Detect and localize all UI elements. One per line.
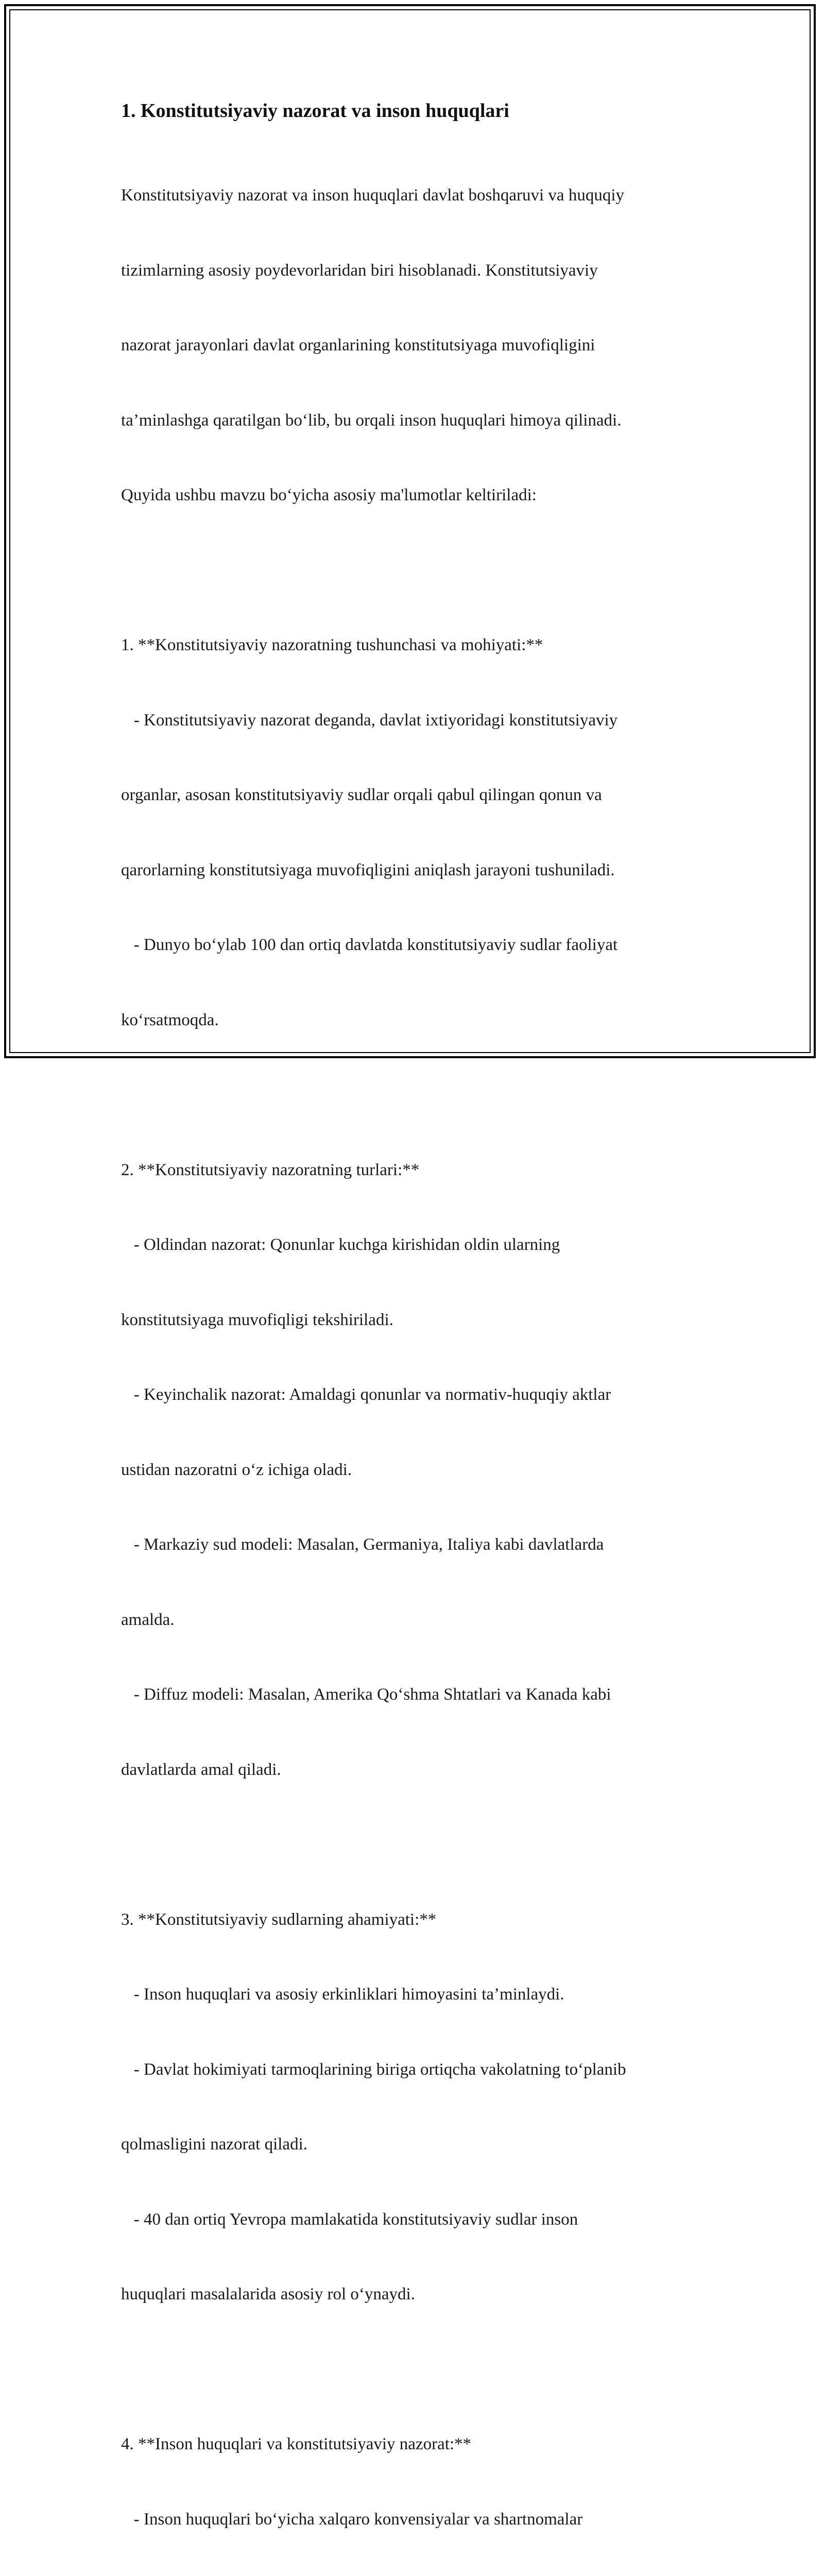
section-1-line: qarorlarning konstitutsiyaga muvofiqligini aniqlash jarayoni tushuniladi.	[121, 860, 615, 879]
section-2-title: 2. **Konstitutsiyaviy nazoratning turlari:**	[121, 1160, 420, 1179]
intro-line: nazorat jarayonlari davlat organlarining konstitutsiyaga muvofiqligini	[121, 336, 595, 354]
section-3-line: huquqlari masalalarida asosiy rol o‘ynaydi.	[121, 2285, 415, 2303]
section-4-line: - Inson huquqlari bo‘yicha xalqaro konvensiyalar va shartnomalar	[121, 2510, 583, 2529]
section-1-line: - Konstitutsiyaviy nazorat deganda, davlat ixtiyoridagi konstitutsiyaviy	[121, 710, 618, 730]
section-1-line: organlar, asosan konstitutsiyaviy sudlar orqali qabul qilingan qonun va	[121, 786, 602, 804]
section-3-line: - 40 dan ortiq Yevropa mamlakatida konstitutsiyaviy sudlar inson	[121, 2210, 578, 2229]
document-heading: 1. Konstitutsiyaviy nazorat va inson huquqlari	[121, 100, 509, 122]
section-2-line: ustidan nazoratni o‘z ichiga oladi.	[121, 1460, 352, 1479]
section-3	[121, 1857, 693, 2357]
intro-line: Konstitutsiyaviy nazorat va inson huquqlari davlat boshqaruvi va huquqiy	[121, 186, 624, 205]
paragraph-gap	[121, 2357, 693, 2382]
section-3-line: - Davlat hokimiyati tarmoqlarining biriga ortiqcha vakolatning to‘planib	[121, 2060, 626, 2079]
section-2-line: - Oldindan nazorat: Qonunlar kuchga kirishidan oldin ularning	[121, 1235, 560, 1254]
section-2	[121, 1108, 693, 1833]
intro-line: tizimlarning asosiy poydevorlaridan biri hisoblanadi. Konstitutsiyaviy	[121, 261, 598, 280]
section-4-title: 4. **Inson huquqlari va konstitutsiyaviy nazorat:**	[121, 2435, 472, 2453]
intro-line: ta’minlashga qaratilgan bo‘lib, bu orqali inson huquqlari himoya qilinadi.	[121, 411, 622, 430]
intro-line: Quyida ushbu mavzu bo‘yicha asosiy ma'lumotlar keltiriladi:	[121, 486, 537, 504]
section-2-line: - Markaziy sud modeli: Masalan, Germaniya, Italiya kabi davlatlarda	[121, 1535, 604, 1554]
section-2-line: davlatlarda amal qiladi.	[121, 1760, 281, 1779]
document-body	[121, 98, 693, 2576]
section-1-line: ko‘rsatmoqda.	[121, 1010, 219, 1029]
section-3-line: - Inson huquqlari va asosiy erkinliklari himoyasini ta’minlaydi.	[121, 1985, 564, 2004]
paragraph-gap	[121, 1832, 693, 1857]
paragraph-gap	[121, 558, 693, 583]
section-1-title: 1. **Konstitutsiyaviy nazoratning tushunchasi va mohiyati:**	[121, 636, 543, 654]
section-1-line: - Dunyo bo‘ylab 100 dan ortiq davlatda konstitutsiyaviy sudlar faoliyat	[121, 936, 618, 954]
section-2-line: konstitutsiyaga muvofiqligi tekshiriladi.	[121, 1310, 393, 1329]
section-2-line: amalda.	[121, 1610, 175, 1629]
section-2-line: - Keyinchalik nazorat: Amaldagi qonunlar va normativ-huquqiy aktlar	[121, 1385, 611, 1404]
paragraph-gap	[121, 1082, 693, 1108]
section-3-title: 3. **Konstitutsiyaviy sudlarning ahamiyati:**	[121, 1910, 437, 1929]
section-4	[121, 2382, 693, 2576]
section-2-line: - Diffuz modeli: Masalan, Amerika Qo‘shma Shtatlari va Kanada kabi	[121, 1685, 611, 1704]
intro-paragraph	[121, 133, 693, 558]
section-1	[121, 583, 693, 1082]
section-3-line: qolmasligini nazorat qiladi.	[121, 2135, 308, 2154]
